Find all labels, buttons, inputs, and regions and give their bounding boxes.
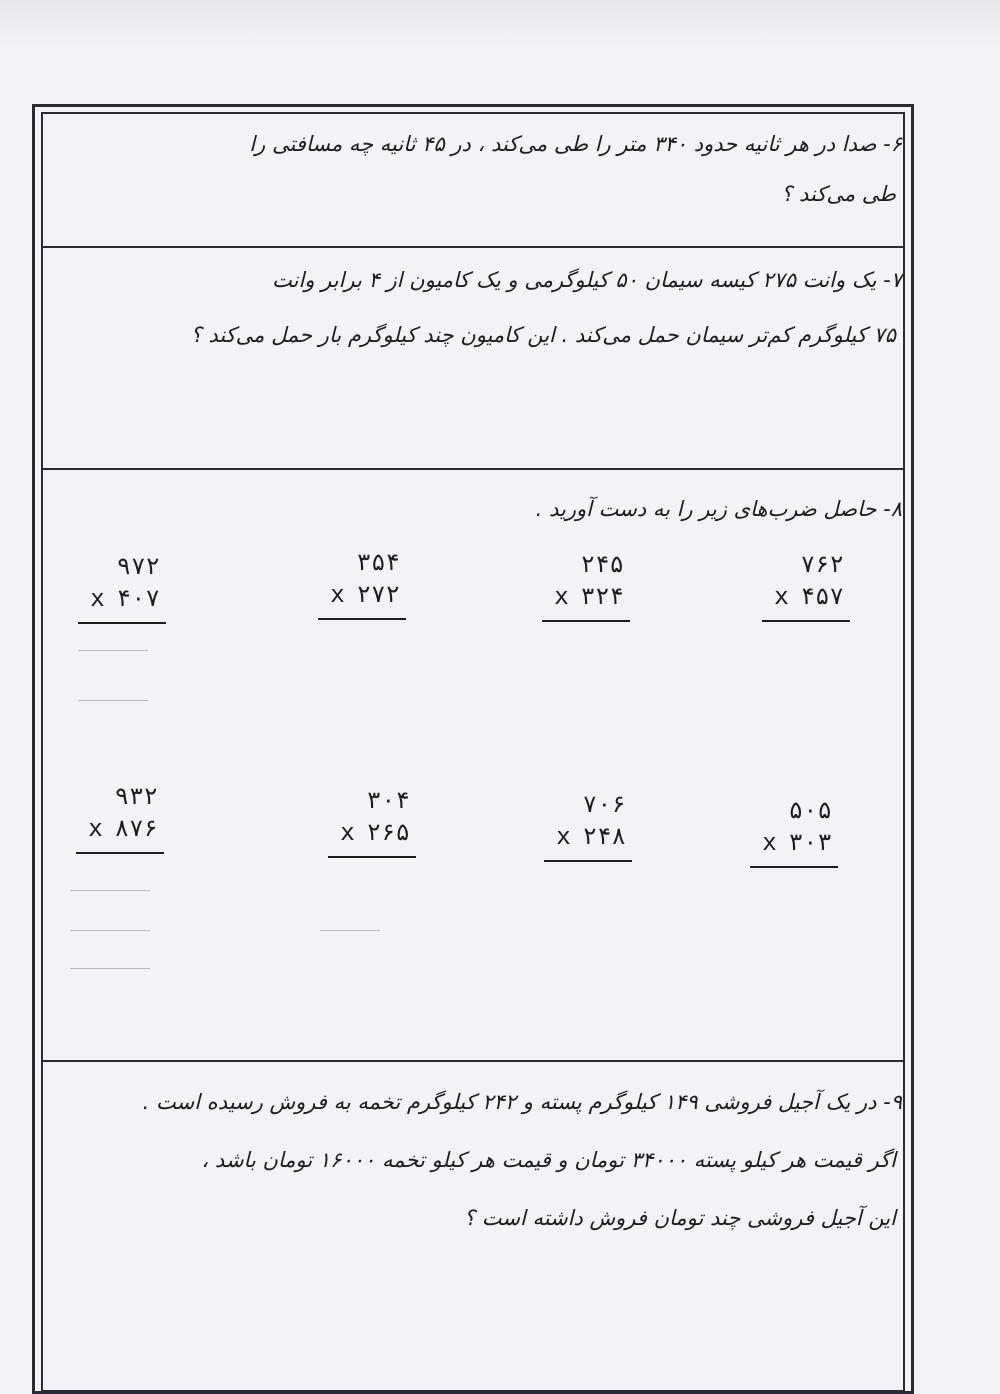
multiplication-problem xyxy=(512,790,632,850)
multiplier: x۲۴۸ xyxy=(556,822,626,850)
multiplication-problem xyxy=(44,782,164,842)
answer-space-line xyxy=(70,930,150,931)
multiplicand: ۲۴۵ xyxy=(580,550,624,578)
multiplicand: ۵۰۵ xyxy=(788,796,832,824)
scan-top-edge xyxy=(0,0,1000,50)
multiplication-problem xyxy=(730,550,850,610)
multiplication-problem xyxy=(510,550,630,610)
multiplier: x۸۷۶ xyxy=(88,814,158,842)
multiplication-problem xyxy=(46,552,166,612)
answer-line xyxy=(76,852,164,854)
multiplication-problem xyxy=(286,548,406,608)
multiplier: x۳۰۳ xyxy=(762,828,832,856)
answer-line xyxy=(318,618,406,620)
multiplication-problem xyxy=(718,796,838,856)
times-sign: x xyxy=(90,584,117,612)
multiplier: x۲۶۵ xyxy=(340,818,410,846)
question-9-line-2: اگر قیمت هر کیلو پسته ۳۴۰۰۰ تومان و قیمت هر کیلو تخمه ۱۶۰۰۰ تومان باشد ، xyxy=(201,1148,896,1172)
multiplicand: ۳۵۴ xyxy=(356,548,400,576)
divider-3 xyxy=(41,1060,905,1062)
answer-line xyxy=(542,620,630,622)
times-sign: x xyxy=(554,582,581,610)
question-9-line-3: این آجیل فروشی چند تومان فروش داشته است ؟ xyxy=(463,1206,896,1230)
question-6-line-1: ۶- صدا در هر ثانیه حدود ۳۴۰ متر را طی می‌کند ، در ۴۵ ثانیه چه مسافتی را xyxy=(249,132,902,156)
multiplicand: ۹۷۲ xyxy=(116,552,160,580)
question-8-title: ۸- حاصل ضرب‌های زیر را به دست آورید . xyxy=(535,497,902,521)
answer-space-line xyxy=(78,700,148,701)
multiplier: x۴۵۷ xyxy=(774,582,844,610)
divider-2 xyxy=(41,468,905,470)
divider-1 xyxy=(41,246,905,248)
question-6-line-2: طی می‌کند ؟ xyxy=(781,182,896,206)
answer-space-line xyxy=(70,968,150,969)
multiplication-problem xyxy=(296,786,416,846)
times-sign: x xyxy=(330,580,357,608)
multiplier: x۳۲۴ xyxy=(554,582,624,610)
answer-line xyxy=(78,622,166,624)
multiplicand: ۳۰۴ xyxy=(366,786,410,814)
question-7-line-1: ۷- یک وانت ۲۷۵ کیسه سیمان ۵۰ کیلوگرمی و یک کامیون از ۴ برابر وانت xyxy=(272,268,902,292)
answer-space-line xyxy=(320,930,380,931)
times-sign: x xyxy=(88,814,115,842)
answer-line xyxy=(328,856,416,858)
times-sign: x xyxy=(340,818,367,846)
times-sign: x xyxy=(774,582,801,610)
times-sign: x xyxy=(762,828,789,856)
question-7-line-2: ۷۵ کیلوگرم کم‌تر سیمان حمل می‌کند . این کامیون چند کیلوگرم بار حمل می‌کند ؟ xyxy=(190,323,896,347)
answer-line xyxy=(750,866,838,868)
multiplicand: ۷۶۲ xyxy=(800,550,844,578)
answer-line xyxy=(762,620,850,622)
answer-space-line xyxy=(70,890,150,891)
answer-line xyxy=(544,860,632,862)
multiplicand: ۷۰۶ xyxy=(582,790,626,818)
answer-space-line xyxy=(78,650,148,651)
question-9-line-1: ۹- در یک آجیل فروشی ۱۴۹ کیلوگرم پسته و ۲۴۲ کیلوگرم تخمه به فروش رسیده است . xyxy=(142,1090,902,1114)
multiplier: x۴۰۷ xyxy=(90,584,160,612)
multiplier: x۲۷۲ xyxy=(330,580,400,608)
times-sign: x xyxy=(556,822,583,850)
multiplicand: ۹۳۲ xyxy=(114,782,158,810)
page-border-inner xyxy=(41,112,905,1392)
